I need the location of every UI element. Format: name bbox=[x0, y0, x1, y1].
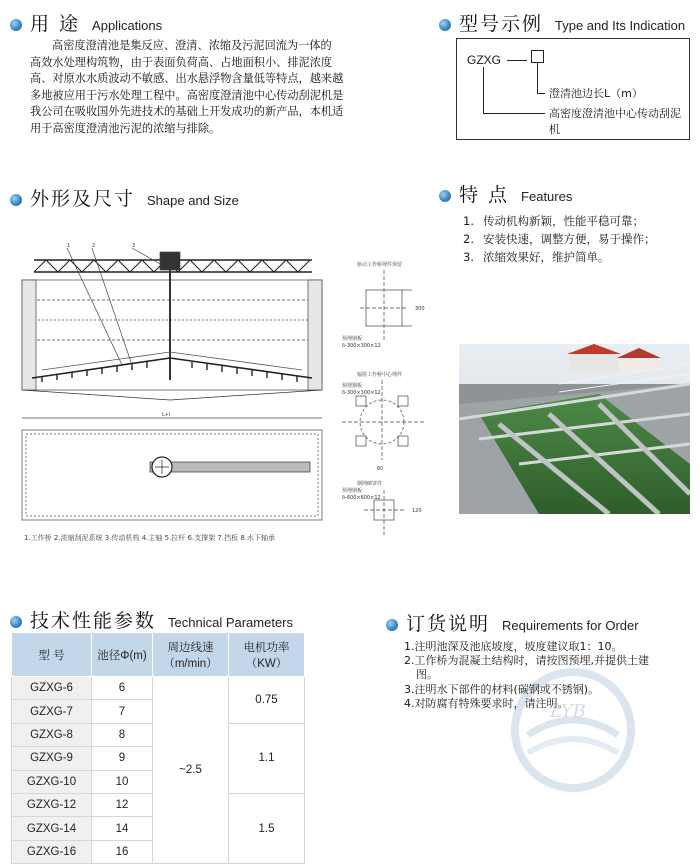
cell-model: GZXG-10 bbox=[12, 770, 92, 793]
feature-text: 安装快速，调整方便，易于操作； bbox=[483, 232, 656, 246]
scraper-arms bbox=[32, 358, 312, 378]
cell-diameter: 12 bbox=[92, 793, 153, 816]
drawing-caption: 1.工作桥 2.浓缩刮泥系统 3.传动机构 4.主轴 5.拉杆 6.支撑架 7.挡板 8.水下轴承 bbox=[24, 534, 276, 542]
cell-model: GZXG-8 bbox=[12, 723, 92, 746]
tech-heading: 技术性能参数 Technical Parameters bbox=[10, 606, 293, 633]
applications-line: 我公司在吸收国外先进技术的基础上开发成功的新产品，本机适 bbox=[30, 105, 344, 118]
feature-text: 传动机构新颖，性能平稳可靠； bbox=[483, 214, 644, 228]
table-row bbox=[12, 677, 305, 700]
feature-number: 2. bbox=[463, 232, 474, 246]
features-list bbox=[463, 212, 656, 266]
model-label-name: 高密度澄清池中心传动刮泥机 bbox=[549, 107, 681, 136]
model-size-placeholder bbox=[531, 50, 544, 63]
header-power-label: 电机功率 bbox=[243, 641, 290, 654]
model-code: GZXG bbox=[467, 53, 502, 67]
cell-diameter: 6 bbox=[92, 677, 153, 700]
applications-text bbox=[30, 38, 343, 137]
header-power-unit: （KW） bbox=[245, 657, 288, 670]
tank-plan-outline bbox=[22, 430, 322, 520]
leader-line bbox=[483, 67, 484, 113]
order-item: 1.注明池深及池底坡度，坡度建议取1：10。 bbox=[404, 640, 623, 653]
feature-text: 浓缩效果好，维护简单。 bbox=[483, 250, 610, 264]
cell-model: GZXG-7 bbox=[12, 700, 92, 723]
feature-item bbox=[463, 230, 656, 248]
cell-speed: ~2.5 bbox=[153, 677, 229, 864]
marker-label: 2 bbox=[92, 243, 96, 249]
dimension-label: L+l bbox=[162, 412, 171, 418]
order-item: 2.工作桥为混凝土结构时，请按图预埋,并提供土建 bbox=[404, 654, 649, 668]
detail-title: 驱动工作桥埋件预留 bbox=[357, 262, 403, 268]
header-speed bbox=[153, 633, 229, 677]
feature-number: 3. bbox=[463, 250, 474, 264]
model-dash bbox=[507, 60, 527, 61]
detail-note: δ-300×300×12 bbox=[342, 343, 381, 349]
detail-dim: 120 bbox=[412, 508, 422, 514]
header-speed-unit: （m/min） bbox=[163, 657, 218, 670]
cell-model: GZXG-16 bbox=[12, 840, 92, 863]
model-heading: 型号示例 Type and Its Indication bbox=[439, 9, 685, 36]
header-model: 型 号 bbox=[12, 633, 92, 677]
bullet-icon bbox=[10, 19, 22, 31]
shape-heading: 外形及尺寸 Shape and Size bbox=[10, 184, 239, 211]
feature-number: 1. bbox=[463, 214, 474, 228]
cell-diameter: 10 bbox=[92, 770, 153, 793]
leader-line bbox=[537, 93, 545, 94]
table-header-row bbox=[12, 633, 305, 677]
bullet-icon bbox=[439, 19, 451, 31]
applications-line: 多地被应用于污水处理工程中。高密度澄清池中心传动刮泥机是 bbox=[30, 88, 344, 102]
order-heading: 订货说明 Requirements for Order bbox=[386, 609, 639, 636]
installation-photo bbox=[459, 344, 690, 514]
truss-bridge bbox=[34, 252, 312, 272]
applications-line: 用于高密度澄清池污泥的浓缩与排除。 bbox=[30, 121, 221, 135]
detail-dim: 60 bbox=[377, 466, 384, 472]
order-list bbox=[404, 640, 686, 711]
model-label-side: 澄清池边长L（m） bbox=[549, 87, 643, 100]
detail-note: δ-600×600×12 bbox=[342, 495, 381, 501]
cell-power: 1.1 bbox=[229, 723, 305, 793]
detail-title: 辐射工作桥中心埋件 bbox=[357, 372, 403, 378]
order-item: 3.注明水下部件的材料(碳钢或不锈钢)。 bbox=[404, 682, 600, 696]
feature-item bbox=[463, 248, 656, 266]
cell-model: GZXG-9 bbox=[12, 747, 92, 770]
header-speed-label: 周边线速 bbox=[167, 641, 214, 654]
applications-line: 高效水处理构筑物，由于表面负荷高、占地面积小、排泥浓度 bbox=[30, 55, 333, 69]
detail-note: 预埋钢板 bbox=[342, 383, 363, 389]
order-item-continued: 图。 bbox=[416, 668, 438, 682]
header-diameter: 池径Φ(m) bbox=[92, 633, 153, 677]
bullet-icon bbox=[386, 619, 398, 631]
cell-model: GZXG-14 bbox=[12, 817, 92, 840]
header-power bbox=[229, 633, 305, 677]
engineering-drawing bbox=[12, 240, 447, 555]
bullet-icon bbox=[439, 190, 451, 202]
bullet-icon bbox=[10, 194, 22, 206]
cell-model: GZXG-6 bbox=[12, 677, 92, 700]
applications-heading: 用 途 Applications bbox=[10, 9, 162, 36]
cell-power: 1.5 bbox=[229, 793, 305, 863]
detail-note: 预埋钢板 bbox=[342, 488, 363, 494]
bullet-icon bbox=[10, 616, 22, 628]
cell-power: 0.75 bbox=[229, 677, 305, 724]
cell-diameter: 16 bbox=[92, 840, 153, 863]
leader-line bbox=[483, 113, 545, 114]
cell-diameter: 9 bbox=[92, 747, 153, 770]
cell-diameter: 7 bbox=[92, 700, 153, 723]
feature-item bbox=[463, 212, 656, 230]
tank-bottom bbox=[22, 390, 322, 400]
cell-diameter: 8 bbox=[92, 723, 153, 746]
cell-diameter: 14 bbox=[92, 817, 153, 840]
detail-title: 钢网砌罩件 bbox=[357, 481, 383, 487]
marker-label: 3 bbox=[132, 243, 136, 249]
detail-dim: 300 bbox=[415, 306, 425, 312]
features-heading: 特 点 Features bbox=[439, 180, 572, 207]
leader-line bbox=[537, 63, 538, 93]
tech-parameters-table bbox=[11, 632, 305, 864]
applications-line: 高、对原水水质波动不敏感、出水悬浮物含量低等特点，越来越 bbox=[30, 72, 344, 85]
detail-note: δ-300×300×12 bbox=[342, 390, 381, 396]
marker-label: 1 bbox=[67, 243, 71, 249]
order-item: 4.对防腐有特殊要求时，请注明。 bbox=[404, 696, 569, 710]
detail-note: 预埋钢板 bbox=[342, 336, 363, 342]
watermark-text: LYB bbox=[550, 701, 586, 722]
applications-line: 高密度澄清池是集反应、澄清、浓缩及污泥回流为一体的 bbox=[52, 39, 332, 52]
cell-model: GZXG-12 bbox=[12, 793, 92, 816]
model-indication-box bbox=[456, 38, 690, 140]
